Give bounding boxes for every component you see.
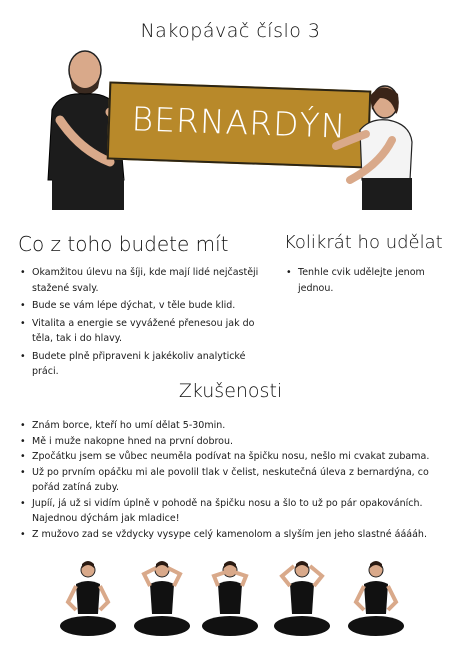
list-item: • Už po prvním opáčku mi ale povolil tlak v čelist, neskutečná úleva z bernardýna, co pořád zatíná zuby.: [20, 465, 448, 496]
experience-heading: Zkušenosti: [178, 380, 283, 402]
list-item: • Bude se vám lépe dýchat, v těle bude klid.: [20, 298, 270, 314]
exercise-steps-illustration: [0, 558, 461, 640]
banner-title: BERNARDÝN: [130, 99, 348, 146]
exercise-step-2-icon: [130, 558, 194, 640]
exercise-step-5-icon: [344, 558, 408, 640]
list-item: • Budete plně připraveni k jakékoliv analytické práci.: [20, 349, 270, 380]
howmany-list: [286, 265, 436, 296]
list-item: • Jupíí, já už si vidím úplně v pohodě na špičku nosu a šlo to už po pár opakováních. Najednou dýchám jak mladice!: [20, 496, 448, 527]
exercise-step-3-icon: [198, 558, 262, 640]
woman-holding-banner-illustration: [330, 80, 420, 210]
list-item: • Okamžitou úlevu na šíji, kde mají lidé nejčastěji stažené svaly.: [20, 265, 270, 296]
exercise-step-1-icon: [56, 558, 120, 640]
exercise-step-4-icon: [270, 558, 334, 640]
benefits-list: [20, 265, 270, 382]
benefits-heading: Co z toho budete mít: [18, 232, 229, 256]
page-title: Nakopávač číslo 3: [140, 20, 321, 42]
list-item: • Mě i muže nakopne hned na první dobrou.: [20, 434, 448, 450]
list-item: • Vitalita a energie se vyvážené přenesou jak do těla, tak i do hlavy.: [20, 316, 270, 347]
hero-illustration: [0, 0, 461, 172]
experience-list: [20, 418, 448, 542]
list-item: • Znám borce, kteří ho umí dělat 5-30min.: [20, 418, 448, 434]
list-item: • Zpočátku jsem se vůbec neuměla podívat na špičku nosu, nešlo mi cvakat zubama.: [20, 449, 448, 465]
list-item: • Tenhle cvik udělejte jenom jednou.: [286, 265, 436, 296]
howmany-heading: Kolikrát ho udělat: [284, 232, 443, 253]
list-item: • Z mužovo zad se vždycky vysype celý kamenolom a slyším jen jeho slastné ááááh.: [20, 527, 448, 543]
